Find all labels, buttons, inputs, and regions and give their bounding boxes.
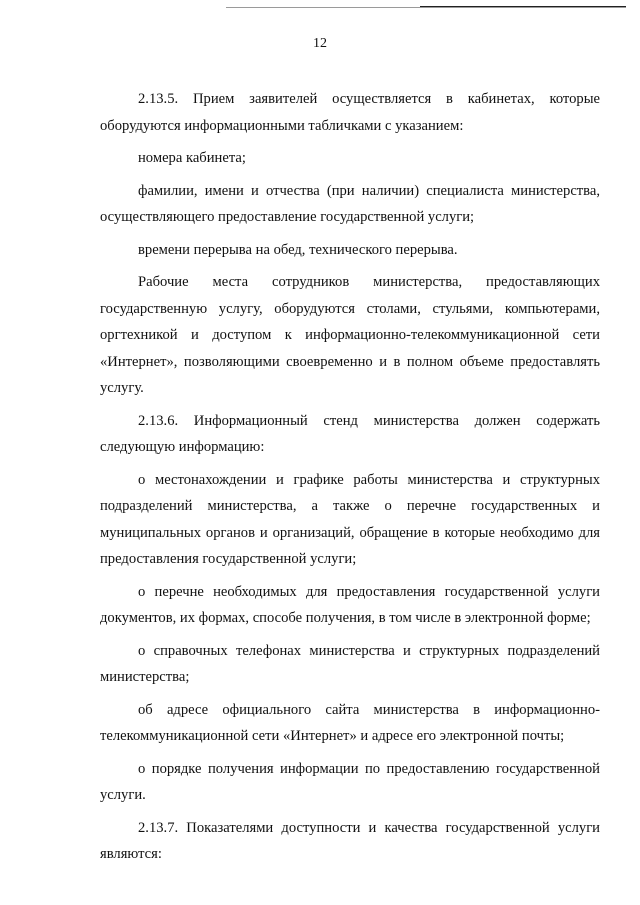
list-item-info-procedure: о порядке получения информации по предоставлению государственной услуги. — [100, 760, 600, 803]
list-item-room-number: номера кабинета; — [138, 150, 246, 166]
top-rule-accent — [420, 6, 626, 7]
paragraph-2-13-7: 2.13.7. Показателями доступности и качества государственной услуги являются: — [100, 819, 600, 862]
list-item-website: об адресе официального сайта министерства в информационно-телекоммуникационной сети «Интернет» и адресе его электронной почты; — [100, 701, 600, 744]
top-rule — [226, 7, 626, 8]
paragraph-2-13-5: 2.13.5. Прием заявителей осуществляется в кабинетах, которые оборудуются информационными табличками с указанием: — [100, 91, 600, 134]
paragraph-2-13-6: 2.13.6. Информационный стенд министерства должен содержать следующую информацию: — [100, 412, 600, 455]
list-item-phones: о справочных телефонах министерства и структурных подразделений министерства; — [100, 642, 600, 685]
paragraph-workplaces: Рабочие места сотрудников министерства, предоставляющих государственную услугу, оборудуются столами, стульями, компьютерами, оргтехникой и доступом к информационно-телекоммуникационной сети «Интернет», позволяющими своевременно и в полном объеме предоставлять услугу. — [100, 274, 600, 396]
list-item-break-time: времени перерыва на обед, технического перерыва. — [138, 241, 458, 258]
list-item-documents: о перечне необходимых для предоставления государственной услуги документов, их формах, способе получения, в том числе в электронной форме; — [100, 583, 600, 626]
list-item-location-schedule: о местонахождении и графике работы министерства и структурных подразделений министерства, а также о перечне государственных и муниципальных органов и организаций, обращение в которые необходимо для предоставления государственной услуги; — [100, 471, 600, 567]
list-item-specialist-name: фамилии, имени и отчества (при наличии) специалиста министерства, осуществляющего предоставление государственной услуги; — [100, 182, 600, 225]
page-number: 12 — [313, 36, 327, 51]
document-body — [100, 86, 600, 868]
